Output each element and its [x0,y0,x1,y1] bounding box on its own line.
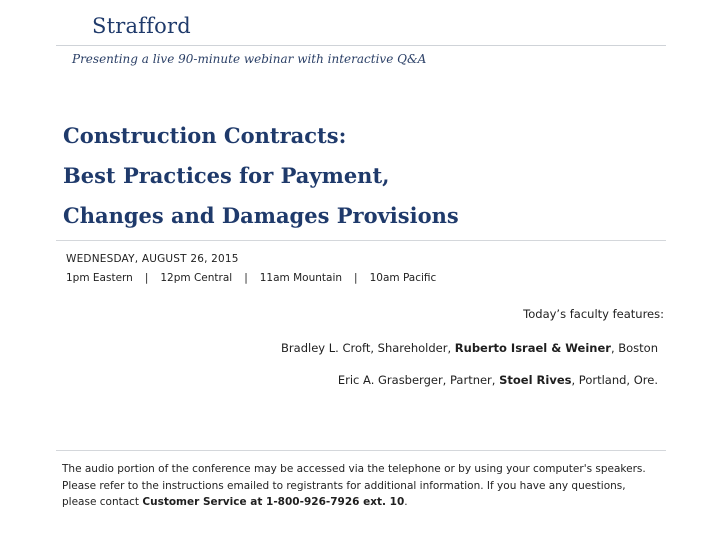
webinar-date: WEDNESDAY, AUGUST 26, 2015 [66,253,239,265]
webinar-tagline: Presenting a live 90-minute webinar with interactive Q&A [72,52,427,66]
time-mountain: 11am Mountain [259,272,343,284]
time-eastern: 1pm Eastern [66,272,133,284]
speaker-1 [281,341,658,355]
customer-service-contact: Customer Service at 1-800-926-7926 ext. 10 [142,496,405,508]
top-divider [56,45,666,46]
speaker-name-role: Bradley L. Croft, Shareholder, [281,341,455,355]
speaker-location: , Portland, Ore. [571,373,658,387]
audio-notice [62,461,662,511]
notice-text: The audio portion of the conference may be accessed via the telephone or by using your computer's speakers. Please refer to the instructions emailed to registrants for additional information. If you have any questions, please contact [62,463,646,508]
bottom-divider [56,450,666,451]
title-divider [56,240,666,241]
time-pacific: 10am Pacific [369,272,437,284]
speaker-firm: Ruberto Israel & Weiner [454,341,611,355]
webinar-times [66,272,436,284]
time-separator: | [244,272,248,284]
faculty-heading: Today’s faculty features: [523,307,664,321]
time-separator: | [144,272,149,284]
speaker-name-role: Eric A. Grasberger, Partner, [337,373,500,387]
speaker-location: , Boston [610,341,658,355]
title-line-3: Changes and Damages Provisions [63,203,459,228]
time-separator: | [354,272,358,284]
title-line-1: Construction Contracts: [63,123,347,148]
strafford-logo: Strafford [92,14,191,38]
speaker-2 [338,373,658,387]
time-central: 12pm Central [160,272,233,284]
title-line-2: Best Practices for Payment, [63,163,390,188]
webinar-title [63,116,459,236]
speaker-firm: Stoel Rives [499,373,572,387]
notice-end: . [404,496,408,508]
